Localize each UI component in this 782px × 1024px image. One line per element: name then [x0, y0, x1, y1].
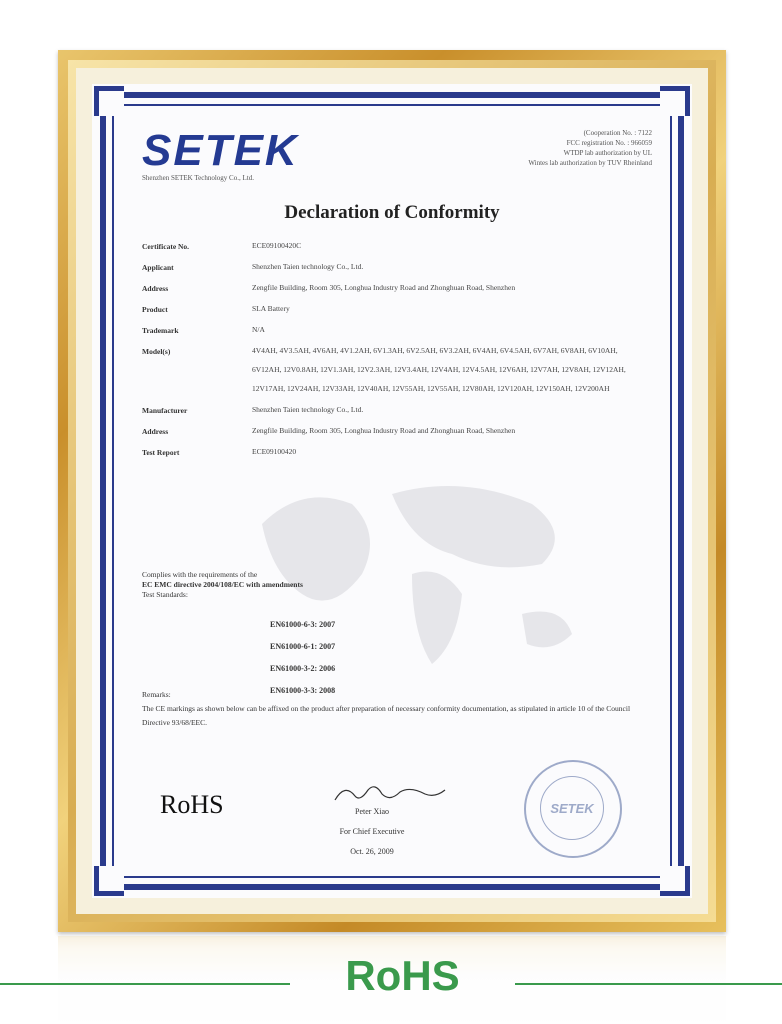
directive-text: EC EMC directive 2004/108/EC with amendments	[142, 580, 303, 589]
remarks-label: Remarks:	[142, 690, 171, 699]
field-label: Address	[142, 284, 169, 293]
certificate-title: Declaration of Conformity	[284, 202, 500, 223]
field-label: Test Report	[142, 448, 180, 457]
field-row	[142, 406, 642, 419]
company-subtitle: Shenzhen SETEK Technology Co., Ltd.	[142, 174, 254, 182]
field-row	[142, 263, 642, 276]
remarks-text: The CE markings as shown below can be affixed on the product after preparation of necessary conformity documentation, as stipulated in article 10 of the Council Directive 93/68/EEC.	[142, 704, 631, 727]
corner-ornament	[660, 866, 690, 896]
official-seal	[524, 760, 622, 858]
field-row	[142, 305, 642, 318]
field-label: Address	[142, 427, 169, 436]
field-row	[142, 347, 642, 398]
registration-line: WTDP lab authorization by UL	[563, 149, 652, 157]
field-value: N/A	[252, 325, 265, 334]
field-value: ECE09100420C	[252, 241, 302, 250]
field-row	[142, 284, 642, 297]
certificate-date: Oct. 26, 2009	[350, 847, 394, 856]
rohs-mark: RoHS	[160, 790, 224, 819]
complies-text: Complies with the requirements of the	[142, 570, 258, 579]
field-row	[142, 427, 642, 440]
signature-block	[312, 802, 432, 862]
field-value: ECE09100420	[252, 447, 297, 456]
certificate-paper	[92, 84, 692, 898]
standard-item: EN61000-6-3: 2007	[270, 620, 336, 629]
field-label: Certificate No.	[142, 242, 190, 251]
field-row	[142, 242, 642, 255]
signer-name: Peter Xiao	[355, 807, 389, 816]
footer-divider-right	[515, 983, 782, 985]
test-standards-label: Test Standards:	[142, 590, 188, 599]
corner-ornament	[94, 86, 124, 116]
certificate-fields	[142, 242, 642, 469]
standard-item: EN61000-6-1: 2007	[270, 642, 336, 651]
standard-item: EN61000-3-2: 2006	[270, 664, 336, 673]
field-value: Zengfile Building, Room 305, Longhua Industry Road and Zhonghuan Road, Shenzhen	[252, 426, 516, 435]
field-value: Shenzhen Taien technology Co., Ltd.	[252, 405, 364, 414]
company-logo: SETEK	[142, 126, 299, 175]
field-label: Applicant	[142, 263, 174, 272]
field-value: 4V4AH, 4V3.5AH, 4V6AH, 4V1.2AH, 6V1.3AH, 6V2.5AH, 6V3.2AH, 6V4AH, 6V4.5AH, 6V7AH, 6V8AH, 6V10AH, 6V12AH, 12V0.8AH, 12V1.3AH, 12V2.3AH, 12V3.4AH, 12V4AH, 12V4.5AH, 12V6AH, 12V7AH, 12V8AH, 12V12AH, 12V17AH, 12V24AH, 12V33AH, 12V40AH, 12V55AH, 12V55AH, 12V80AH, 12V120AH, 12V150AH, 12V200AH	[252, 346, 626, 393]
registration-line: (Cooperation No. : 7122	[583, 129, 652, 137]
field-label: Manufacturer	[142, 406, 188, 415]
remarks-block	[142, 688, 652, 730]
field-row	[142, 326, 642, 339]
field-label: Model(s)	[142, 347, 171, 356]
field-value: SLA Battery	[252, 304, 290, 313]
standard-item: EN61000-3-3: 2008	[270, 686, 336, 695]
registration-line: Wintes lab authorization by TUV Rheinland	[528, 159, 652, 167]
field-value: Zengfile Building, Room 305, Longhua Industry Road and Zhonghuan Road, Shenzhen	[252, 283, 516, 292]
complies-block	[142, 570, 303, 600]
field-value: Shenzhen Taien technology Co., Ltd.	[252, 262, 364, 271]
certificate-frame	[58, 50, 726, 932]
seal-text: SETEK	[540, 776, 604, 840]
corner-ornament	[660, 86, 690, 116]
footer-rohs-label: RoHS	[345, 952, 460, 999]
corner-ornament	[94, 866, 124, 896]
field-row	[142, 448, 642, 461]
registration-info	[452, 128, 652, 168]
signer-title: For Chief Executive	[339, 827, 405, 836]
field-label: Trademark	[142, 326, 179, 335]
registration-line: FCC registration No. : 966059	[566, 139, 652, 147]
field-label: Product	[142, 305, 168, 314]
footer-divider-left	[0, 983, 290, 985]
